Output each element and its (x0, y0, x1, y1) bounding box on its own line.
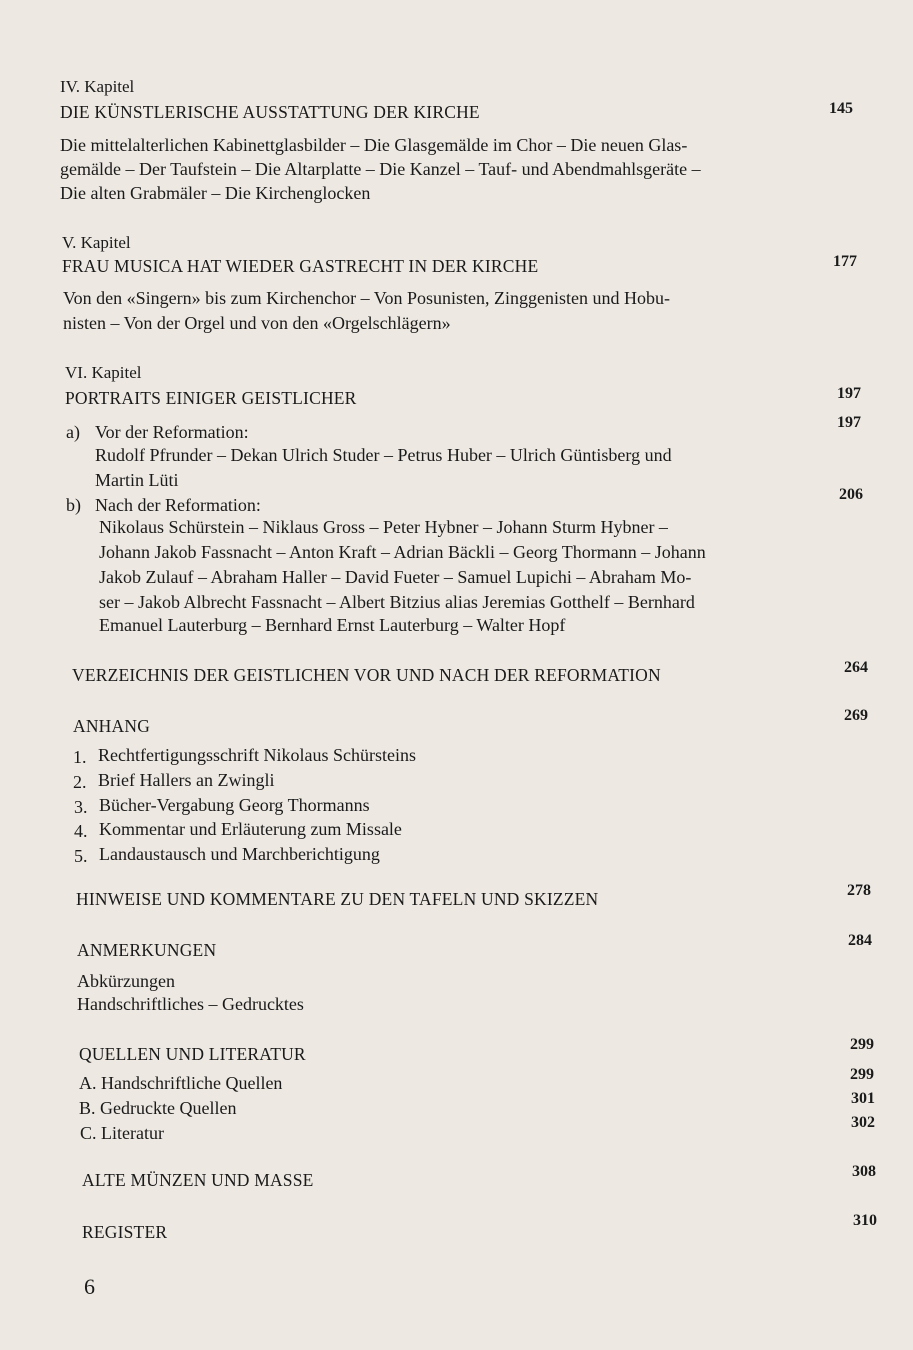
section-title: ANMERKUNGEN (77, 940, 217, 960)
page-ref: 299 (850, 1036, 874, 1053)
appendix-number: 2. (73, 772, 87, 792)
appendix-number: 3. (74, 797, 88, 817)
sources-item: B. Gedruckte Quellen (79, 1098, 237, 1118)
page-ref: 308 (852, 1163, 876, 1180)
page-ref: 206 (839, 486, 863, 503)
page-ref: 284 (848, 932, 872, 949)
section-title: ALTE MÜNZEN UND MASSE (82, 1170, 314, 1190)
appendix-number: 1. (73, 747, 87, 767)
section-title: VERZEICHNIS DER GEISTLICHEN VOR UND NACH DER REFORMATION (72, 665, 661, 685)
section-line: Rudolf Pfrunder – Dekan Ulrich Studer – Petrus Huber – Ulrich Güntisberg und (95, 445, 672, 465)
notes-item: Handschriftliches – Gedrucktes (77, 994, 304, 1014)
chapter-line: Die mittelalterlichen Kabinettglasbilder – Die Glasgemälde im Chor – Die neuen Glas- (60, 135, 688, 155)
section-title: ANHANG (73, 716, 151, 736)
chapter-line: gemälde – Der Taufstein – Die Altarplatte – Die Kanzel – Tauf- und Abendmahlsgeräte – (60, 159, 701, 179)
sources-item: A. Handschriftliche Quellen (79, 1073, 283, 1093)
chapter-line: nisten – Von der Orgel und von den «Orgelschlägern» (63, 313, 451, 333)
page-ref: 197 (837, 385, 861, 402)
page-ref: 310 (853, 1212, 877, 1229)
section-marker: b) (66, 495, 81, 515)
appendix-number: 5. (74, 846, 88, 866)
sources-item: C. Literatur (80, 1123, 164, 1143)
appendix-item: Bücher-Vergabung Georg Thormanns (99, 795, 370, 815)
section-line: ser – Jakob Albrecht Fassnacht – Albert Bitzius alias Jeremias Gotthelf – Bernhard (99, 592, 695, 612)
section-title: REGISTER (82, 1222, 168, 1242)
page-ref: 301 (851, 1090, 875, 1107)
page-ref: 145 (829, 100, 853, 117)
page-number: 6 (84, 1274, 95, 1299)
section-line: Jakob Zulauf – Abraham Haller – David Fueter – Samuel Lupichi – Abraham Mo- (99, 567, 692, 587)
page-ref: 177 (833, 253, 857, 270)
section-line: Emanuel Lauterburg – Bernhard Ernst Lauterburg – Walter Hopf (99, 615, 566, 635)
chapter-line: Von den «Singern» bis zum Kirchenchor – Von Posunisten, Zinggenisten und Hobu- (63, 288, 670, 308)
appendix-item: Rechtfertigungsschrift Nikolaus Schürsteins (98, 745, 416, 765)
appendix-number: 4. (74, 821, 88, 841)
section-line: Johann Jakob Fassnacht – Anton Kraft – Adrian Bäckli – Georg Thormann – Johann (99, 542, 706, 562)
section-line: Nikolaus Schürstein – Niklaus Gross – Peter Hybner – Johann Sturm Hybner – (99, 517, 668, 537)
chapter-label: IV. Kapitel (60, 77, 135, 96)
page-ref: 299 (850, 1066, 874, 1083)
appendix-item: Kommentar und Erläuterung zum Missale (99, 819, 402, 839)
page-ref: 197 (837, 414, 861, 431)
section-heading: Nach der Reformation: (95, 495, 261, 515)
chapter-label: V. Kapitel (62, 233, 131, 252)
page-ref: 264 (844, 659, 868, 676)
chapter-title: DIE KÜNSTLERISCHE AUSSTATTUNG DER KIRCHE (60, 102, 480, 122)
section-title: HINWEISE UND KOMMENTARE ZU DEN TAFELN UND SKIZZEN (76, 889, 599, 909)
chapter-title: FRAU MUSICA HAT WIEDER GASTRECHT IN DER KIRCHE (62, 256, 539, 276)
section-marker: a) (66, 422, 80, 442)
page-ref: 278 (847, 882, 871, 899)
notes-item: Abkürzungen (77, 971, 175, 991)
section-line: Martin Lüti (95, 470, 179, 490)
page-ref: 269 (844, 707, 868, 724)
section-heading: Vor der Reformation: (95, 422, 249, 442)
chapter-label: VI. Kapitel (65, 363, 142, 382)
appendix-item: Landaustausch und Marchberichtigung (99, 844, 380, 864)
chapter-line: Die alten Grabmäler – Die Kirchenglocken (60, 183, 371, 203)
appendix-item: Brief Hallers an Zwingli (98, 770, 275, 790)
chapter-title: PORTRAITS EINIGER GEISTLICHER (65, 388, 357, 408)
section-title: QUELLEN UND LITERATUR (79, 1044, 306, 1064)
page-ref: 302 (851, 1114, 875, 1131)
